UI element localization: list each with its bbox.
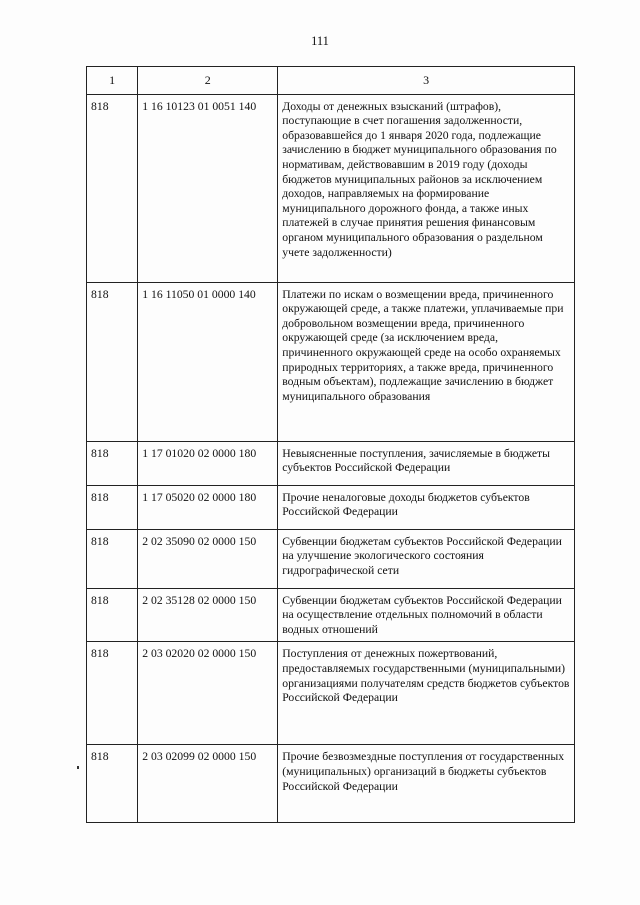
admin-code-cell: 818: [87, 529, 138, 588]
table-row: [87, 745, 575, 823]
header-row: [87, 67, 575, 95]
revenue-code-table: [86, 66, 575, 823]
column-header-3: 3: [278, 67, 575, 95]
revenue-name-cell: Доходы от денежных взысканий (штрафов), поступающие в счет погашения задолженности, образовавшейся до 1 января 2020 года, подлежащие зачислению в бюджет муниципального образования по нормативам, действовавшим в 2019 году (доходы бюджетов муниципальных районов за исключением доходов, направляемых на формирование муниципального дорожного фонда, а также иных платежей в случае принятия решения финансовым органом муниципального образования о раздельном учете задолженности): [278, 94, 575, 282]
revenue-code-cell: 1 17 01020 02 0000 180: [138, 441, 278, 485]
table-body: [87, 94, 575, 823]
admin-code-cell: 818: [87, 485, 138, 529]
revenue-name-cell: Поступления от денежных пожертвований, предоставляемых государственными (муниципальными) организациями получателям средств бюджетов субъектов Российской Федерации: [278, 642, 575, 745]
table-row: [87, 282, 575, 441]
column-header-1: 1: [87, 67, 138, 95]
margin-mark: [77, 766, 79, 769]
revenue-code-cell: 2 02 35128 02 0000 150: [138, 588, 278, 642]
table-row: [87, 485, 575, 529]
revenue-name-cell: Субвенции бюджетам субъектов Российской Федерации на улучшение экологического состояния гидрографической сети: [278, 529, 575, 588]
admin-code-cell: 818: [87, 94, 138, 282]
table-row: [87, 642, 575, 745]
admin-code-cell: 818: [87, 282, 138, 441]
admin-code-cell: 818: [87, 745, 138, 823]
revenue-code-cell: 1 16 10123 01 0051 140: [138, 94, 278, 282]
revenue-name-cell: Прочие неналоговые доходы бюджетов субъектов Российской Федерации: [278, 485, 575, 529]
table-row: [87, 529, 575, 588]
revenue-name-cell: Прочие безвозмездные поступления от государственных (муниципальных) организаций в бюджеты субъектов Российской Федерации: [278, 745, 575, 823]
revenue-name-cell: Субвенции бюджетам субъектов Российской Федерации на осуществление отдельных полномочий в области водных отношений: [278, 588, 575, 642]
revenue-code-cell: 2 03 02020 02 0000 150: [138, 642, 278, 745]
page-number: 111: [311, 34, 329, 48]
table-row: [87, 94, 575, 282]
revenue-code-cell: 2 03 02099 02 0000 150: [138, 745, 278, 823]
revenue-code-cell: 1 17 05020 02 0000 180: [138, 485, 278, 529]
revenue-code-cell: 2 02 35090 02 0000 150: [138, 529, 278, 588]
table-row: [87, 588, 575, 642]
admin-code-cell: 818: [87, 642, 138, 745]
revenue-name-cell: Платежи по искам о возмещении вреда, причиненного окружающей среде, а также платежи, уплачиваемые при добровольном возмещении вреда, причиненного окружающей среде (за исключением вреда, причиненного окружающей среде на особо охраняемых природных территориях, а также вреда, причиненного водным объектам), подлежащие зачислению в бюджет муниципального образования: [278, 282, 575, 441]
admin-code-cell: 818: [87, 588, 138, 642]
revenue-code-cell: 1 16 11050 01 0000 140: [138, 282, 278, 441]
column-header-2: 2: [138, 67, 278, 95]
table-row: [87, 441, 575, 485]
admin-code-cell: 818: [87, 441, 138, 485]
revenue-name-cell: Невыясненные поступления, зачисляемые в бюджеты субъектов Российской Федерации: [278, 441, 575, 485]
table-header: [87, 67, 575, 95]
